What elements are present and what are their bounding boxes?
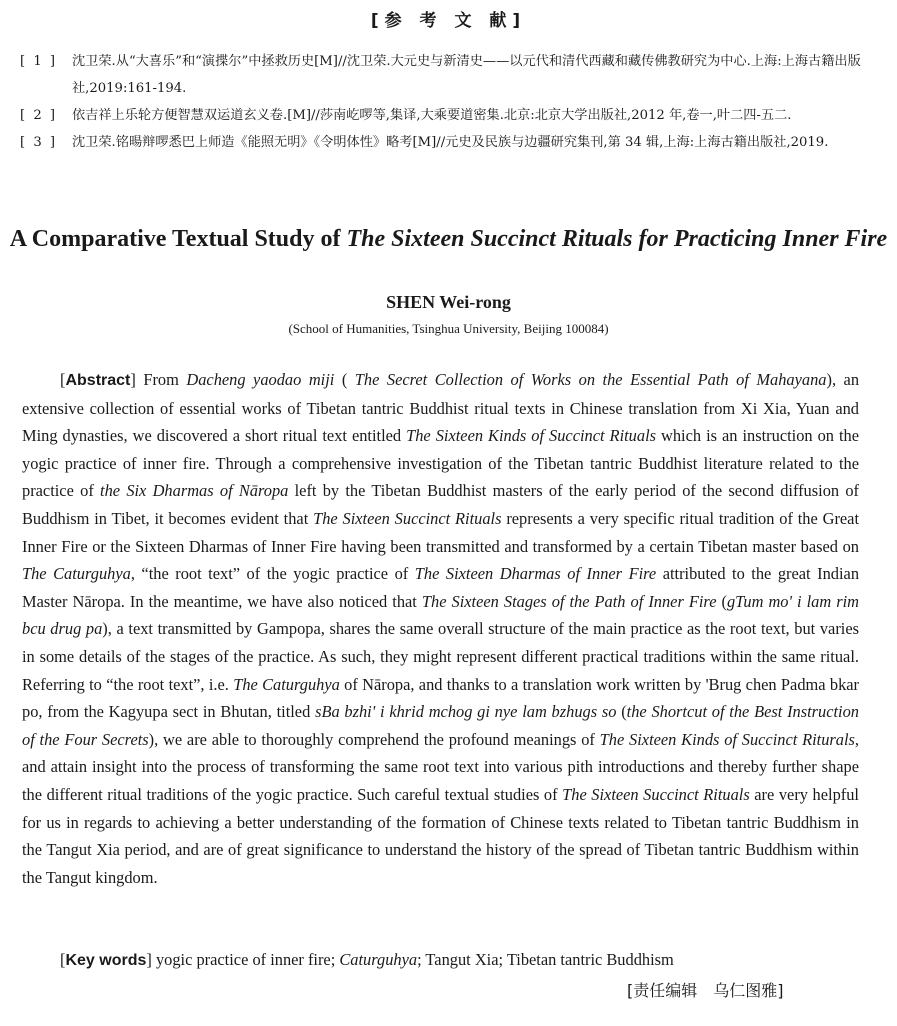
body-text: of Nāropa, and thanks to a translation work written by 'Brug chen Padma bkar po, from the Kagyupa sect in Bhutan, titled: [22, 674, 859, 722]
author-affiliation: (School of Humanities, Tsinghua University, Beijing 100084): [288, 321, 609, 336]
body-text: , “the root text” of the yogic practice of: [130, 564, 415, 584]
body-text: (: [334, 370, 355, 389]
reference-number: [ 1 ]: [20, 54, 58, 69]
body-text: ), an extensive collection of essential works of Tibetan tantric Buddhist ritual texts in Chinese translation from Xi Xia, Yuan and Ming dynasties, we discovered a short ritual text entitled: [22, 370, 860, 446]
keywords-line: [Key words] yogic practice of inner fire; Caturguhya; Tangut Xia; Tibetan tantric Buddhism: [60, 950, 674, 969]
italic-text: Caturguhya: [339, 950, 418, 969]
body-text: , and attain insight into the process of transforming the same root text into various pith introductions and thereby further shape the different ritual traditions of the yogic practice. Such careful textual studies of: [22, 729, 860, 804]
reference-item: [20, 129, 862, 156]
reference-number: [ 2 ]: [20, 108, 58, 123]
reference-text: 沈卫荣.铭暘辩啰悉巴上师造《能照无明》《令明体性》略考[M]//元史及民族与边疆研究集刊,第 34 辑,上海:上海古籍出版社,2019.: [72, 135, 829, 150]
abstract-paragraph: [Abstract] From Dacheng yaodao miji ( The Secret Collection of Works on the Essential Path of Mahayana), an extensive collection of essential works of Tibetan tantric Buddhist ritual texts in Chinese translation from Xi Xia, Yuan and Ming dynasties, we discovered a short ritual text entitled The Sixteen Kinds of Succinct Rituals which is an instruction on the yogic practice of inner fire. Through a comprehensive investigation of the Tibetan tantric Buddhist literature related to the practice of the Six Dharmas of Nāropa left by the Tibetan Buddhist masters of the early period of the second diffusion of Buddhism in Tibet, it becomes evident that The Sixteen Succinct Rituals represents a very specific ritual tradition of the Great Inner Fire or the Sixteen Dharmas of Inner Fire having been transmitted and transformed by a certain Tibetan master based on The Caturguhya, “the root text” of the yogic practice of The Sixteen Dharmas of Inner Fire attributed to the great Indian Master Nāropa. In the meantime, we have also noticed that The Sixteen Stages of the Path of Inner Fire (gTum mo' i lam rim bcu drug pa), a text transmitted by Gampopa, shares the same overall structure of the main practice as the root text, but varies in some details of the stages of the practice. As such, they might represent different practical traditions within the same ritual. Referring to “the root text”, i.e. The Caturguhya of Nāropa, and thanks to a translation work written by 'Brug chen Padma bkar po, from the Kagyupa sect in Bhutan, titled sBa bzhi' i khrid mchog gi nye lam bzhugs so (the Shortcut of the Best Instruction of the Four Secrets), we are able to thoroughly comprehend the profound meanings of The Sixteen Kinds of Succinct Riturals, and attain insight into the process of transforming the same root text into various pith introductions and thereby further shape the different ritual traditions of the yogic practice. Such careful textual studies of The Sixteen Succinct Rituals are very helpful for us in regards to achieving a better understanding of the formation of Chinese texts related to Tibetan tantric Buddhism in the Tangut Xia period, and are of great significance to understand the history of the spread of Tibetan tantric Buddhism within the Tangut kingdom.: [22, 370, 860, 887]
italic-text: The Sixteen Stages of the Path of Inner Fire: [421, 591, 717, 611]
body-text: which is an instruction on the yogic practice of inner fire. Through a comprehensive investigation of the Tibetan tantric Buddhist literature related to the practice of: [22, 426, 860, 501]
body-text: ), a text transmitted by Gampopa, shares the same overall structure of the main practice as the root text, but varies in some details of the stages of the practice. As such, they might represent different practical traditions within the same ritual. Referring to “the root text”, i.e.: [22, 619, 859, 694]
reference-text: 依吉祥上乐轮方便智慧双运道玄义卷.[M]//莎南屹啰等,集译,大乘要道密集.北京:北京大学出版社,2012 年,卷一,叶二四-五二.: [72, 108, 792, 123]
keywords-label: Key words: [65, 952, 147, 969]
reference-item: [20, 48, 862, 102]
italic-text: The Sixteen Kinds of Succinct Rituals: [406, 426, 657, 446]
body-text: represents a very specific ritual tradition of the Great Inner Fire or the Sixteen Dharmas of Inner Fire having been transmitted and transformed by a certain Tibetan master based on: [22, 508, 860, 556]
italic-text: Dacheng yaodao miji: [186, 370, 335, 389]
reference-item: [20, 102, 862, 129]
italic-text: sBa bzhi' i khrid mchog gi nye lam bzhugs so: [315, 702, 617, 722]
author-name: SHEN Wei-rong: [386, 292, 511, 312]
abstract-body: [22, 370, 859, 887]
body-text: attributed to the great Indian Master Nāropa. In the meantime, we have also noticed that: [22, 564, 860, 611]
italic-text: the Shortcut of the Best Instruction of the Four Secrets: [22, 702, 860, 749]
italic-text: The Sixteen Dharmas of Inner Fire: [414, 564, 657, 584]
body-text: ; Tangut Xia; Tibetan tantric Buddhism: [417, 950, 674, 969]
italic-text: gTum mo' i lam rim bcu drug pa: [22, 591, 859, 639]
body-text: left by the Tibetan Buddhist masters of the early period of the second diffusion of Buddhism in Tibet, it becomes evident that: [22, 481, 859, 528]
reference-number: [ 3 ]: [20, 135, 58, 150]
body-text: yogic practice of inner fire;: [155, 950, 340, 969]
responsible-editor: [责任编辑 乌仁图雅]: [627, 981, 784, 1000]
body-text: ), we are able to thoroughly comprehend the profound meanings of: [148, 729, 600, 749]
references-heading: [参 考 文 献]: [370, 11, 527, 31]
italic-text: The Caturguhya: [22, 564, 131, 584]
references-list: [20, 48, 862, 156]
body-text: From: [143, 370, 187, 389]
body-text: (: [716, 591, 727, 611]
abstract-label: Abstract: [65, 372, 131, 389]
reference-text: 沈卫荣.从“大喜乐”和“演揲尔”中拯救历史[M]//沈卫荣.大元史与新清史——以元代和清代西藏和藏传佛教研究为中心.上海:上海古籍出版社,2019:161-194.: [72, 54, 861, 96]
italic-text: The Sixteen Succinct Rituals: [313, 508, 502, 528]
keywords-body: [152, 950, 674, 969]
title-italic: The Sixteen Succinct Rituals for Practicing Inner Fire: [346, 226, 888, 252]
italic-text: The Secret Collection of Works on the Essential Path of Mahayana: [354, 370, 827, 389]
italic-text: The Sixteen Kinds of Succinct Riturals: [599, 729, 855, 749]
paper-title: [0, 222, 897, 256]
italic-text: The Caturguhya: [233, 674, 340, 694]
body-text: (: [616, 702, 627, 722]
title-plain: A Comparative Textual Study of: [9, 226, 347, 252]
body-text: are very helpful for us in regards to achieving a better understanding of the formation of Chinese texts related to Tibetan tantric Buddhism in the Tangut Xia period, and are of great significance to understand the history of the spread of Tibetan tantric Buddhism within the Tangut kingdom.: [22, 784, 859, 887]
italic-text: the Six Dharmas of Nāropa: [100, 481, 289, 501]
italic-text: The Sixteen Succinct Rituals: [562, 784, 750, 804]
